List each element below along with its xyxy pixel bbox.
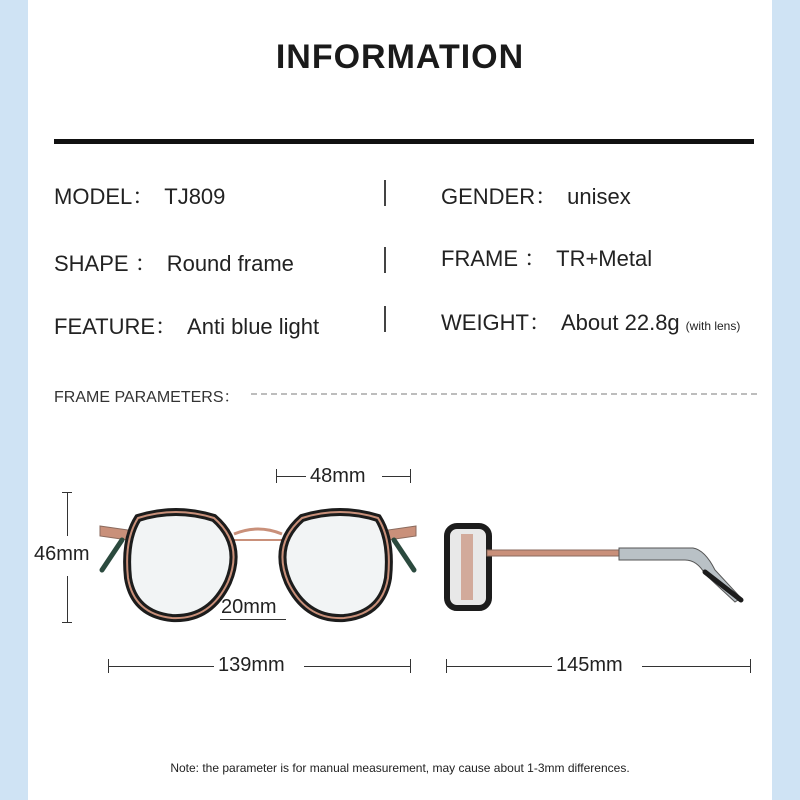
frame-width-label: 139mm xyxy=(218,654,285,676)
model-value: TJ809 xyxy=(164,184,226,209)
feature-label: FEATURE： xyxy=(54,314,178,339)
lens-width-line-right xyxy=(382,476,410,477)
feature-value: Anti blue light xyxy=(187,314,320,339)
measurement-note: Note: the parameter is for manual measurement, may cause about 1-3mm differences. xyxy=(170,761,630,775)
gender-value: unisex xyxy=(567,184,631,209)
glasses-front-view xyxy=(98,500,418,630)
right-temple-tip xyxy=(394,540,414,570)
lens-width-line-left xyxy=(276,476,306,477)
spec-separator xyxy=(384,247,386,273)
shape-label: SHAPE ： xyxy=(54,251,157,276)
spec-weight xyxy=(441,306,740,337)
left-hinge-icon xyxy=(100,526,128,540)
page-title: INFORMATION xyxy=(275,38,525,76)
frame-width-tick-right xyxy=(410,659,411,673)
frame-label: FRAME ： xyxy=(441,246,547,271)
spec-frame xyxy=(441,242,652,273)
temple-length-label: 145mm xyxy=(556,654,623,676)
frame-value: TR+Metal xyxy=(556,246,653,271)
lens-height-label: 46mm xyxy=(34,543,90,565)
lens-height-line-bottom xyxy=(67,576,68,622)
lens-width-label: 48mm xyxy=(310,465,366,487)
right-hinge-icon xyxy=(388,526,416,540)
temple-length-tick-right xyxy=(750,659,751,673)
spec-shape xyxy=(54,247,294,278)
left-temple-tip xyxy=(102,540,122,570)
lens-height-tick-bottom xyxy=(62,622,72,623)
left-lens xyxy=(127,512,233,618)
spec-gender xyxy=(441,180,631,211)
frame-width-line-right xyxy=(304,666,410,667)
spec-separator xyxy=(384,180,386,206)
spec-separator xyxy=(384,306,386,332)
side-temple-metal xyxy=(487,550,623,556)
weight-value: About 22.8g xyxy=(561,310,680,335)
frame-width-line-left xyxy=(108,666,214,667)
lens-width-tick-right xyxy=(410,469,411,483)
product-info-panel xyxy=(28,0,772,800)
bridge xyxy=(234,529,282,534)
shape-value: Round frame xyxy=(166,251,294,276)
side-lens-rim xyxy=(461,534,473,600)
weight-note: (with lens) xyxy=(685,319,741,333)
gender-label: GENDER： xyxy=(441,184,558,209)
spec-feature xyxy=(54,310,319,341)
temple-length-line-left xyxy=(446,666,552,667)
weight-label: WEIGHT： xyxy=(441,310,551,335)
glasses-side-view xyxy=(443,520,753,610)
frame-parameters-label: FRAME PARAMETERS： xyxy=(54,389,240,406)
bridge-width-label: 20mm xyxy=(221,596,277,618)
temple-length-line-right xyxy=(642,666,750,667)
spec-model xyxy=(54,180,225,211)
side-temple-tip xyxy=(705,572,741,600)
parameters-dashed-rule xyxy=(251,393,757,395)
side-temple-acetate xyxy=(619,548,741,602)
model-label: MODEL： xyxy=(54,184,155,209)
lens-height-line-top xyxy=(67,492,68,536)
title-divider xyxy=(54,139,754,144)
right-lens xyxy=(282,512,388,618)
